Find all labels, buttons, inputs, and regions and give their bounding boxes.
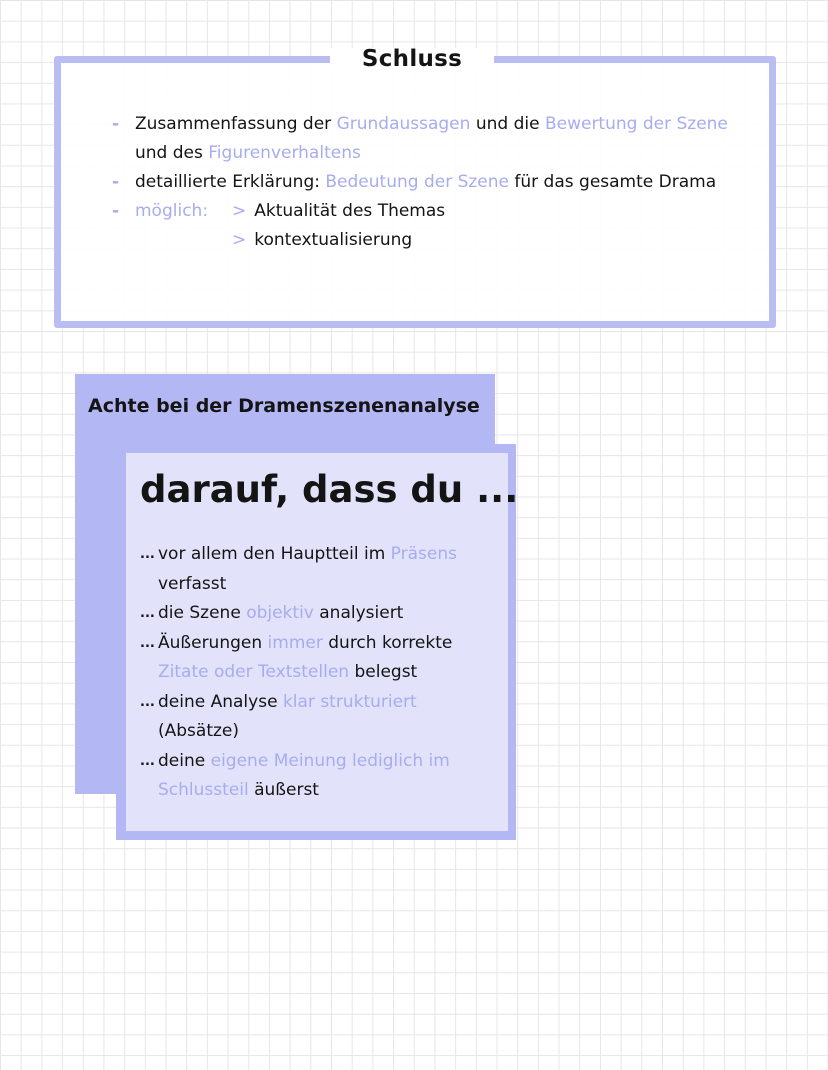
tip-item: ... deine eigene Meinung lediglich im Schlussteil äußerst (140, 747, 500, 806)
tip-item: ... Äußerungen immer durch korrekte Zitate oder Textstellen belegst (140, 629, 500, 688)
ellipsis-bullet: ... (140, 635, 155, 651)
arrow-icon: > (232, 201, 247, 221)
tips-list (140, 540, 500, 806)
achte-title: Achte bei der Dramenszenenanalyse (88, 395, 480, 417)
arrow-icon: > (232, 230, 247, 250)
sub-item-actuality: > Aktualität des Themas (232, 201, 446, 221)
tip-item: ... vor allem den Hauptteil im Präsens verfasst (140, 540, 500, 599)
schluss-list (110, 110, 730, 255)
schluss-item-possible (110, 197, 730, 255)
ellipsis-bullet: ... (140, 606, 155, 621)
sub-item-context: > kontextualisierung (232, 230, 413, 250)
schluss-item-summary: - Zusammenfassung der Grundaussagen und die Bewertung der Szene und des Figurenverhaltens (110, 110, 730, 168)
dash-bullet: - (112, 114, 120, 134)
tip-item: ... die Szene objektiv analysiert (140, 599, 500, 629)
schluss-title: Schluss (361, 46, 463, 72)
ellipsis-bullet: ... (140, 694, 155, 710)
ellipsis-bullet: ... (140, 753, 155, 769)
tip-item: ... deine Analyse klar strukturiert (Absätze) (140, 688, 500, 747)
ellipsis-bullet: ... (140, 547, 155, 562)
dash-bullet: - (112, 172, 120, 192)
tips-heading: darauf, dass du ... (140, 468, 519, 511)
possible-label: möglich: (135, 201, 209, 221)
schluss-item-explanation: - detaillierte Erklärung: Bedeutung der Szene für das gesamte Drama (110, 168, 730, 197)
dash-bullet: - (112, 201, 120, 221)
